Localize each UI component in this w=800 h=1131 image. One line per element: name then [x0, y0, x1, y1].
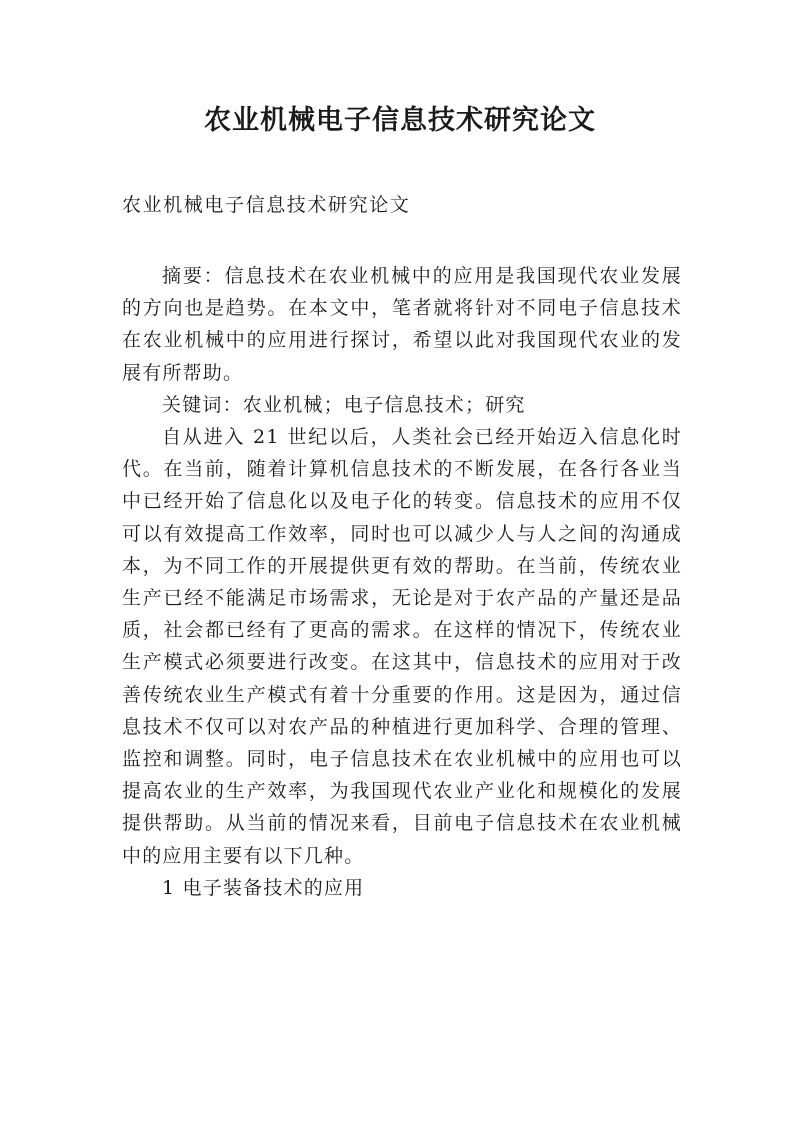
section-heading: 1 电子装备技术的应用 [162, 876, 365, 899]
document-subtitle: 农业机械电子信息技术研究论文 [122, 194, 411, 216]
intro-paragraph: 自从进入 21 世纪以后，人类社会已经开始迈入信息化时代。在当前，随着计算机信息技术的不断发展，在各行各业当中已经开始了信息化以及电子化的转变。信息技术的应用不仅可以有效提高工作效率，同时也可以减少人与人之间的沟通成本，为不同工作的开展提供更有效的帮助。在当前，传统农业生产已经不能满足市场需求，无论是对于农产品的产量还是品质，社会都已经有了更高的需求。在这样的情况下，传统农业生产模式必须要进行改变。在这其中，信息技术的应用对于改善传统农业生产模式有着十分重要的作用。这是因为，通过信息技术不仅可以对农产品的种植进行更加科学、合理的管理、监控和调整。同时，电子信息技术在农业机械中的应用也可以提高农业的生产效率，为我国现代农业产业化和规模化的发展提供帮助。从当前的情况来看，目前电子信息技术在农业机械中的应用主要有以下几种。 [122, 426, 682, 867]
document-body [122, 260, 682, 904]
abstract-paragraph: 摘要：信息技术在农业机械中的应用是我国现代农业发展的方向也是趋势。在本文中，笔者就将针对不同电子信息技术在农业机械中的应用进行探讨，希望以此对我国现代农业的发展有所帮助。 [122, 265, 682, 384]
keywords-paragraph: 关键词：农业机械；电子信息技术；研究 [162, 393, 526, 416]
page-title: 农业机械电子信息技术研究论文 [204, 105, 596, 136]
